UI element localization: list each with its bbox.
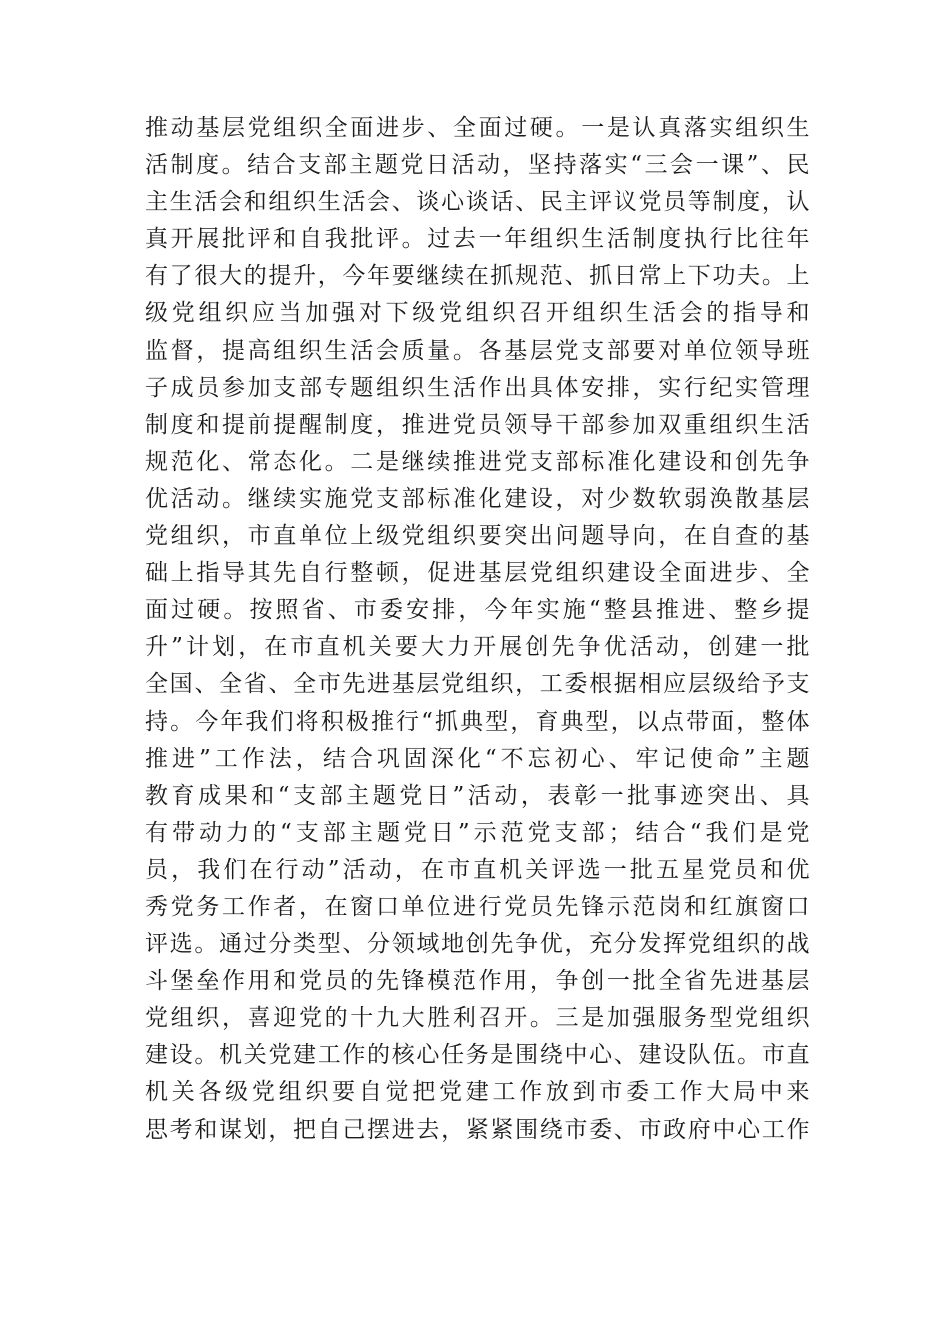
text-line: 级党组织应当加强对下级党组织召开组织生活会的指导和: [145, 300, 810, 327]
text-line: 规范化、常态化。二是继续推进党支部标准化建设和创先争: [145, 448, 810, 475]
text-line: 持。今年我们将积极推行“抓典型，育典型，以点带面，整体: [145, 708, 810, 735]
text-line: 全国、全省、全市先进基层党组织，工委根据相应层级给予支: [145, 671, 810, 698]
text-line: 础上指导其先自行整顿，促进基层党组织建设全面进步、全: [145, 560, 810, 587]
text-line: 真开展批评和自我批评。过去一年组织生活制度执行比往年: [145, 226, 810, 253]
body-text: [145, 110, 810, 1149]
text-line: 党组织，喜迎党的十九大胜利召开。三是加强服务型党组织: [145, 1005, 810, 1032]
text-line: 优活动。继续实施党支部标准化建设，对少数软弱涣散基层: [145, 485, 810, 512]
text-line: 思考和谋划，把自己摆进去，紧紧围绕市委、市政府中心工作: [145, 1116, 810, 1143]
text-line: 有带动力的“支部主题党日”示范党支部；结合“我们是党: [145, 819, 810, 846]
text-line: 员，我们在行动”活动，在市直机关评选一批五星党员和优: [145, 856, 810, 883]
text-line: 推进”工作法，结合巩固深化“不忘初心、牢记使命”主题: [145, 745, 810, 772]
text-line: 升”计划，在市直机关要大力开展创先争优活动，创建一批: [145, 634, 810, 661]
text-line: 斗堡垒作用和党员的先锋模范作用，争创一批全省先进基层: [145, 968, 810, 995]
text-line: 秀党务工作者，在窗口单位进行党员先锋示范岗和红旗窗口: [145, 893, 810, 920]
text-line: 制度和提前提醒制度，推进党员领导干部参加双重组织生活: [145, 411, 810, 438]
text-line: 评选。通过分类型、分领域地创先争优，充分发挥党组织的战: [145, 931, 810, 958]
text-line: 子成员参加支部专题组织生活作出具体安排，实行纪实管理: [145, 374, 810, 401]
text-line: 推动基层党组织全面进步、全面过硬。一是认真落实组织生: [145, 115, 810, 141]
text-line: 有了很大的提升，今年要继续在抓规范、抓日常上下功夫。上: [145, 263, 810, 290]
text-line: 教育成果和“支部主题党日”活动，表彰一批事迹突出、具: [145, 782, 810, 809]
text-line: 机关各级党组织要自觉把党建工作放到市委工作大局中来: [145, 1079, 810, 1106]
text-line: 主生活会和组织生活会、谈心谈话、民主评议党员等制度，认: [145, 189, 810, 216]
text-line: 活制度。结合支部主题党日活动，坚持落实“三会一课”、民: [145, 152, 810, 179]
text-line: 面过硬。按照省、市委安排，今年实施“整县推进、整乡提: [145, 597, 810, 624]
text-line: 党组织，市直单位上级党组织要突出问题导向，在自查的基: [145, 523, 810, 550]
text-line: 建设。机关党建工作的核心任务是围绕中心、建设队伍。市直: [145, 1042, 810, 1069]
text-line: 监督，提高组织生活会质量。各基层党支部要对单位领导班: [145, 337, 810, 364]
